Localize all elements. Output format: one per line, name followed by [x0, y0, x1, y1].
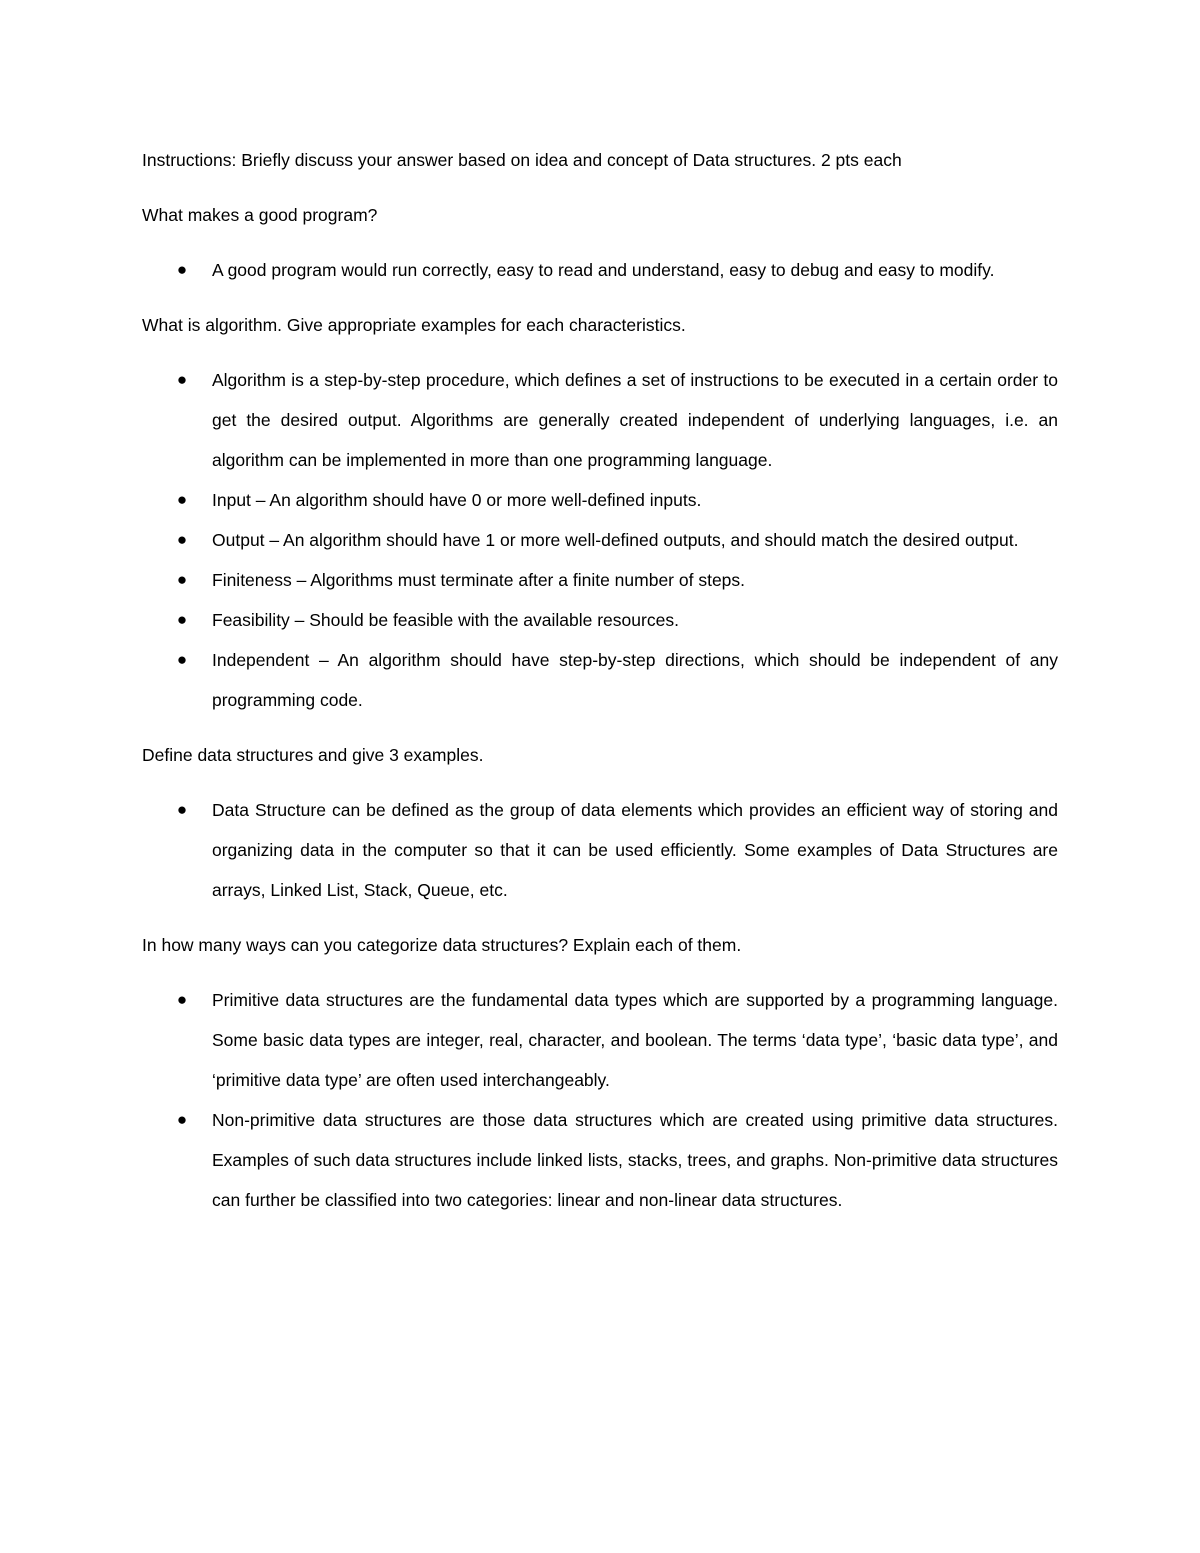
- bullet-icon: ●: [176, 990, 188, 1009]
- list-item: [142, 790, 1058, 910]
- bullet-icon: ●: [176, 260, 188, 279]
- answer-text: Input – An algorithm should have 0 or more well-defined inputs.: [212, 490, 702, 510]
- bullet-icon: ●: [176, 1110, 188, 1129]
- bullet-icon: ●: [176, 800, 188, 819]
- list-item: [142, 360, 1058, 480]
- bullet-icon: ●: [176, 570, 188, 589]
- question-1: What makes a good program?: [142, 205, 378, 225]
- answer-text: Data Structure can be defined as the group of data elements which provides an efficient way of storing and organizing data in the computer so that it can be used efficiently. Some examples of Data Structures are arrays, Linked List, Stack, Queue, etc.: [212, 800, 1058, 900]
- document-content: [142, 140, 1058, 1235]
- answer-list-4: [142, 980, 1058, 1220]
- bullet-icon: ●: [176, 650, 188, 669]
- answer-list-3: [142, 790, 1058, 910]
- question-4: In how many ways can you categorize data structures? Explain each of them.: [142, 935, 742, 955]
- answer-text: Primitive data structures are the fundamental data types which are supported by a programming language. Some basic data types are integer, real, character, and boolean. The terms ‘data type’, ‘basic data type’, and ‘primitive data type’ are often used interchangeably.: [212, 990, 1058, 1090]
- bullet-icon: ●: [176, 610, 188, 629]
- answer-text: Independent – An algorithm should have step-by-step directions, which should be independent of any programming code.: [212, 650, 1058, 710]
- question-3: Define data structures and give 3 examples.: [142, 745, 484, 765]
- answer-list-1: [142, 250, 1058, 290]
- list-item: [142, 480, 1058, 520]
- answer-text: Feasibility – Should be feasible with the available resources.: [212, 610, 679, 630]
- answer-text: A good program would run correctly, easy to read and understand, easy to debug and easy to modify.: [212, 260, 995, 280]
- list-item: [142, 600, 1058, 640]
- list-item: [142, 520, 1058, 560]
- answer-text: Output – An algorithm should have 1 or more well-defined outputs, and should match the desired output.: [212, 530, 1019, 550]
- answer-text: Algorithm is a step-by-step procedure, which defines a set of instructions to be executed in a certain order to get the desired output. Algorithms are generally created independent of underlying languages, i.e. an algorithm can be implemented in more than one programming language.: [212, 370, 1058, 470]
- list-item: [142, 1100, 1058, 1220]
- answer-list-2: [142, 360, 1058, 720]
- instructions-text: Instructions: Briefly discuss your answer based on idea and concept of Data structures. 2 pts each: [142, 150, 902, 170]
- list-item: [142, 250, 1058, 290]
- list-item: [142, 640, 1058, 720]
- list-item: [142, 560, 1058, 600]
- answer-text: Non-primitive data structures are those data structures which are created using primitive data structures. Examples of such data structures include linked lists, stacks, trees, and graphs. Non-primitive data structures can further be classified into two categories: linear and non-linear data structures.: [212, 1110, 1058, 1210]
- bullet-icon: ●: [176, 370, 188, 389]
- bullet-icon: ●: [176, 490, 188, 509]
- list-item: [142, 980, 1058, 1100]
- bullet-icon: ●: [176, 530, 188, 549]
- answer-text: Finiteness – Algorithms must terminate after a finite number of steps.: [212, 570, 746, 590]
- question-2: What is algorithm. Give appropriate examples for each characteristics.: [142, 315, 686, 335]
